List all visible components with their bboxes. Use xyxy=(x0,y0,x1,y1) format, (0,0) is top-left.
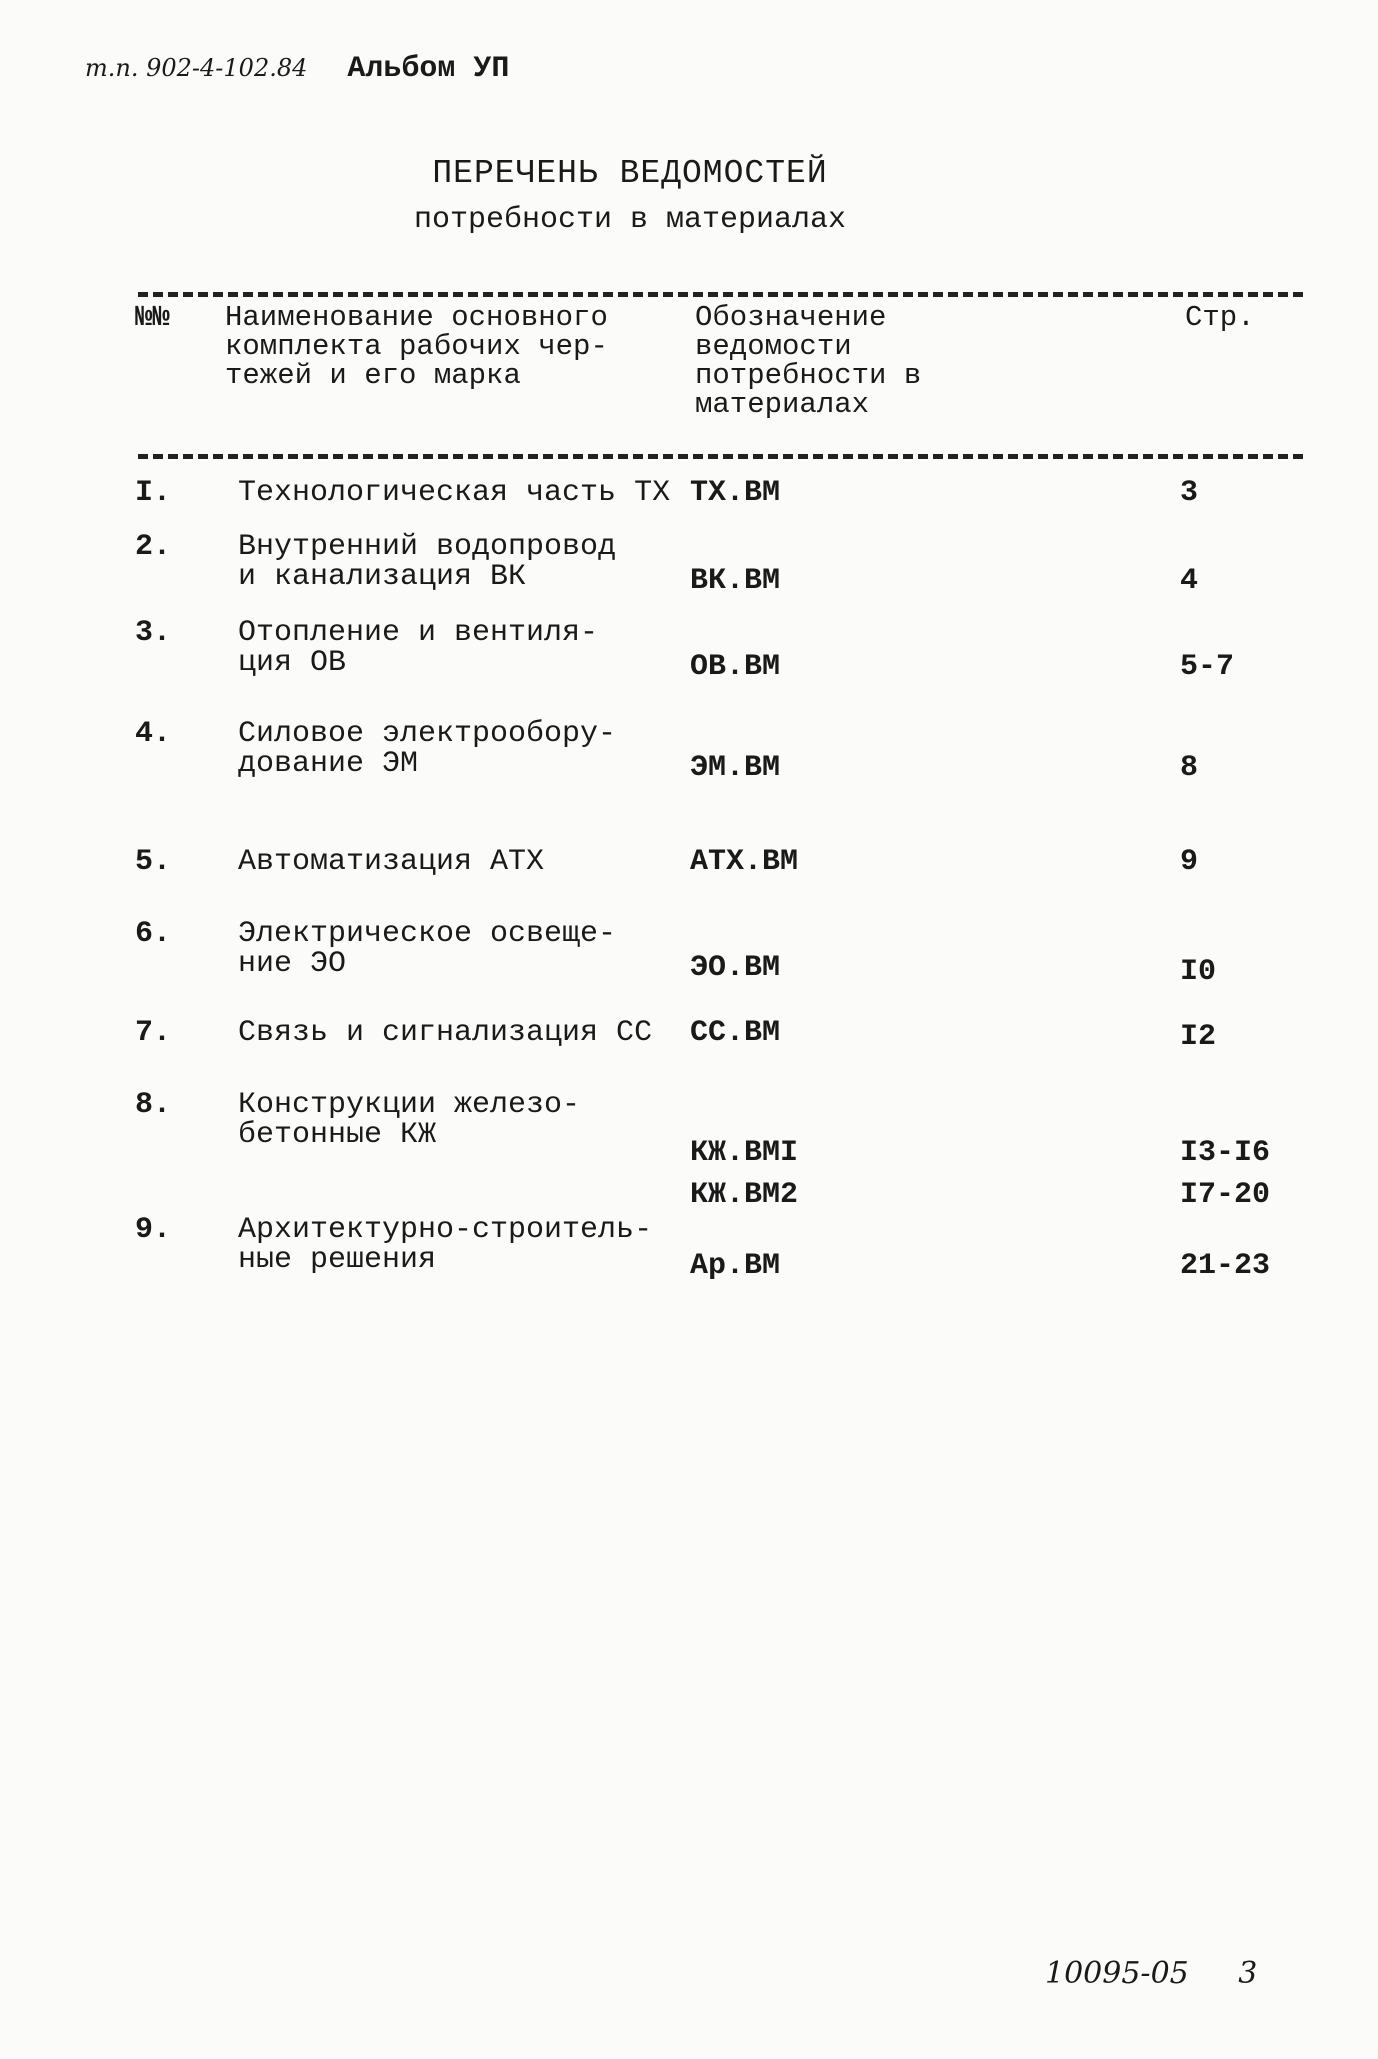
row-name-line: ние ЭО xyxy=(238,947,347,981)
sheet-number: 3 xyxy=(1238,1956,1258,1991)
row-number: I. xyxy=(135,476,172,510)
row-name xyxy=(238,919,678,979)
column-header-code xyxy=(695,303,955,419)
row-page: I2 xyxy=(1180,1020,1217,1054)
row-page: I7-20 xyxy=(1180,1178,1271,1212)
document-code: т.п. 902-4-102.84 xyxy=(85,54,308,82)
footer-number: 10095-05 xyxy=(1045,1956,1189,1991)
row-name-line: ные решения xyxy=(238,1243,437,1277)
row-name-line: Связь и сигнализация СС xyxy=(238,1016,653,1050)
row-name-line: Внутренний водопровод xyxy=(238,530,617,564)
row-page: 21-23 xyxy=(1180,1249,1271,1283)
row-name-line: дование ЭМ xyxy=(238,747,419,781)
row-name-line: Силовое электрообору- xyxy=(238,717,617,751)
row-page: 5-7 xyxy=(1180,650,1235,684)
row-code: Ар.ВМ xyxy=(690,1249,781,1283)
column-header-code-line: ведомости xyxy=(695,330,852,363)
row-number: 3. xyxy=(135,616,172,650)
column-header-name-line: тежей и его марка xyxy=(225,359,521,392)
row-name xyxy=(238,1090,678,1150)
row-name-line: Отопление и вентиля- xyxy=(238,616,599,650)
row-number: 5. xyxy=(135,845,172,879)
row-name xyxy=(238,618,678,678)
row-page: I3-I6 xyxy=(1180,1136,1271,1170)
row-number: 8. xyxy=(135,1088,172,1122)
row-name xyxy=(238,719,678,779)
row-number: 7. xyxy=(135,1016,172,1050)
row-name xyxy=(238,478,678,508)
row-name-line: бетонные КЖ xyxy=(238,1118,437,1152)
row-number: 6. xyxy=(135,917,172,951)
column-header-code-line: Обозначение xyxy=(695,301,887,334)
row-number: 9. xyxy=(135,1213,172,1247)
row-code: КЖ.ВМI xyxy=(690,1136,799,1170)
row-name xyxy=(238,1215,678,1275)
row-code: ЭМ.ВМ xyxy=(690,751,781,785)
column-header-name-line: Наименование основного xyxy=(225,301,608,334)
row-name-line: ция ОВ xyxy=(238,646,347,680)
row-code: ТХ.ВМ xyxy=(690,476,781,510)
row-number: 2. xyxy=(135,530,172,564)
row-name-line: Электрическое освеще- xyxy=(238,917,617,951)
row-name-line: Автоматизация АТХ xyxy=(238,845,545,879)
row-code: АТХ.ВМ xyxy=(690,845,799,879)
table-header-rule xyxy=(138,454,1303,459)
row-name-line: Технологическая часть ТХ xyxy=(238,476,671,510)
column-header-name-line: комплекта рабочих чер- xyxy=(225,330,608,363)
row-number: 4. xyxy=(135,717,172,751)
document-footer xyxy=(1045,1956,1257,1991)
column-header-code-line: материалах xyxy=(695,388,870,421)
row-page: 4 xyxy=(1180,564,1199,598)
column-header-code-line: потребности в xyxy=(695,359,922,392)
row-name xyxy=(238,1018,678,1048)
page-subtitle: потребности в материалах xyxy=(413,203,847,237)
row-name-line: Архитектурно-строитель- xyxy=(238,1213,653,1247)
album-label: Альбом УП xyxy=(347,52,510,86)
row-page: 3 xyxy=(1180,476,1199,510)
row-name xyxy=(238,847,678,877)
column-header-name xyxy=(225,303,645,390)
row-code: ВК.ВМ xyxy=(690,564,781,598)
row-page: 8 xyxy=(1180,751,1199,785)
column-header-number: №№ xyxy=(135,301,170,334)
column-header-page: Стр. xyxy=(1185,301,1255,334)
table-top-rule xyxy=(138,292,1303,297)
row-name xyxy=(238,532,678,592)
row-page: 9 xyxy=(1180,845,1199,879)
row-code: ЭО.ВМ xyxy=(690,951,781,985)
row-page: I0 xyxy=(1180,955,1217,989)
row-code: ОВ.ВМ xyxy=(690,650,781,684)
page-title: ПЕРЕЧЕНЬ ВЕДОМОСТЕЙ xyxy=(432,155,828,192)
row-name-line: и канализация ВК xyxy=(238,560,527,594)
document-header xyxy=(85,52,509,86)
row-code: СС.ВМ xyxy=(690,1016,781,1050)
row-name-line: Конструкции железо- xyxy=(238,1088,581,1122)
row-code: КЖ.ВМ2 xyxy=(690,1178,799,1212)
